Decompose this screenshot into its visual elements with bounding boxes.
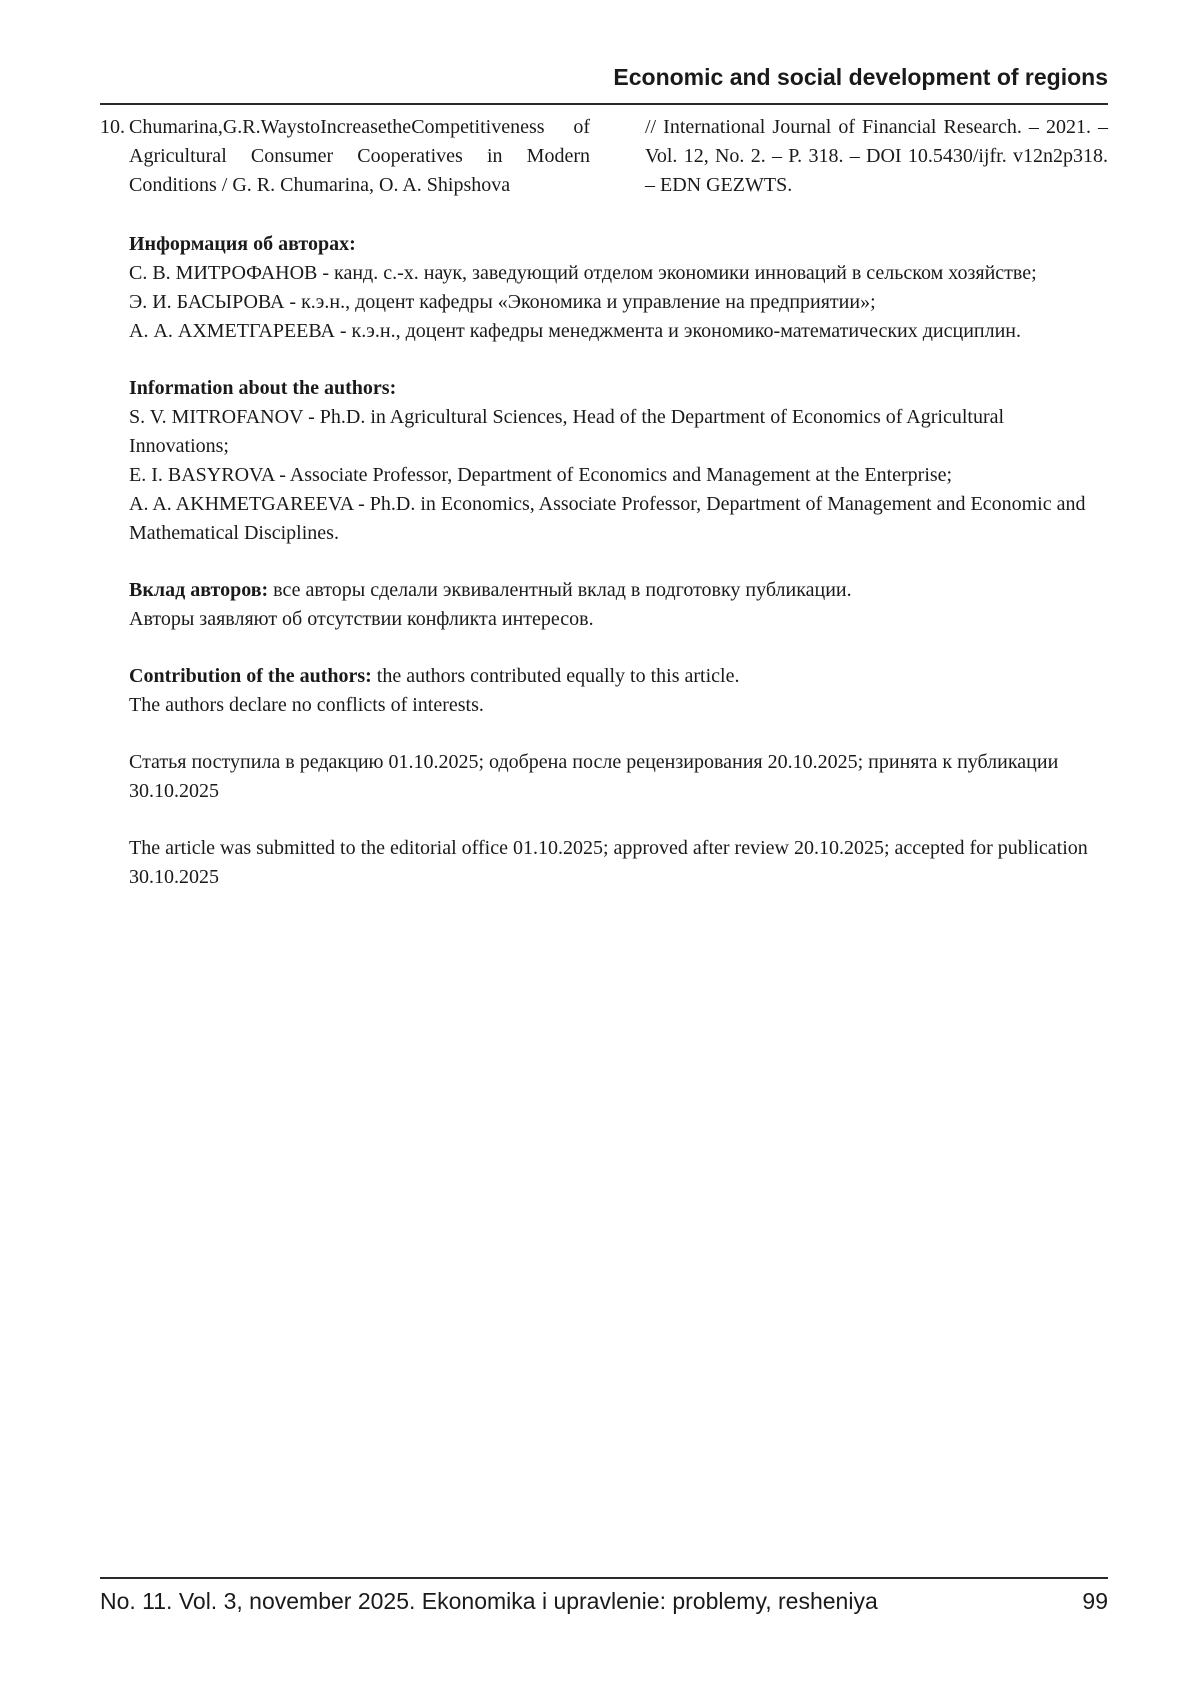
authors-info-ru-heading: Информация об авторах: [129, 233, 356, 255]
author-line: E. I. BASYROVA - Associate Professor, Department of Economics and Management at the Enterprise; [129, 464, 953, 486]
footer-rule [100, 1577, 1108, 1579]
dates-ru-text: Статья поступила в редакцию 01.10.2025; одобрена после рецензирования 20.10.2025; принята к публикации 30.10.2025 [129, 751, 1059, 802]
reference-text-left: Chumarina,G.R.WaystoIncreasetheCompetitiveness of Agricultural Consumer Cooperatives in Modern Conditions / G. R. Chumarina, O. A. Shipshova [129, 116, 590, 196]
dates-en-text: The article was submitted to the editorial office 01.10.2025; approved after review 20.10.2025; accepted for publication 30.10.2025 [129, 837, 1088, 888]
author-line: S. V. MITROFANOV - Ph.D. in Agricultural Sciences, Head of the Department of Economics of Agricultural Innovations; [129, 406, 1005, 457]
reference-number: 10. [100, 116, 125, 138]
contribution-en-line [129, 662, 1104, 691]
authors-info-ru [129, 230, 1104, 346]
dates-en [129, 834, 1104, 892]
author-line: С. В. МИТРОФАНОВ - канд. с.-х. наук, заведующий отделом экономики инноваций в сельском хозяйстве; [129, 262, 1037, 284]
contribution-ru [129, 576, 1104, 634]
conflict-en: The authors declare no conflicts of interests. [129, 694, 484, 716]
reference-right-column [645, 113, 1108, 200]
author-line: А. А. АХМЕТГАРЕЕВА - к.э.н., доцент кафедры менеджмента и экономико-математических дисциплин. [129, 320, 1022, 342]
contribution-en-text: the authors contributed equally to this article. [371, 665, 740, 687]
contribution-en-label: Contribution of the authors: [129, 665, 372, 687]
reference-left-column [100, 113, 590, 200]
contribution-ru-label: Вклад авторов: [129, 579, 269, 601]
footer-citation: No. 11. Vol. 3, november 2025. Ekonomika i upravlenie: problemy, resheniya [100, 1588, 878, 1614]
article-back-matter [129, 230, 1104, 920]
contribution-ru-text: все авторы сделали эквивалентный вклад в подготовку публикации. [268, 579, 852, 601]
conflict-ru: Авторы заявляют об отсутствии конфликта интересов. [129, 608, 594, 630]
authors-info-en-heading: Information about the authors: [129, 377, 397, 399]
running-header: Economic and social development of regions [613, 64, 1108, 90]
contribution-en [129, 662, 1104, 720]
contribution-ru-line [129, 576, 1104, 605]
authors-info-en [129, 374, 1104, 548]
author-line: A. A. AKHMETGAREEVA - Ph.D. in Economics, Associate Professor, Department of Management and Economic and Mathematical Disciplines. [129, 493, 1086, 544]
header-rule [100, 103, 1108, 105]
dates-ru [129, 748, 1104, 806]
author-line: Э. И. БАСЫРОВА - к.э.н., доцент кафедры «Экономика и управление на предприятии»; [129, 291, 876, 313]
reference-text-right: // International Journal of Financial Research. – 2021. – Vol. 12, No. 2. – P. 318. – DOI 10.5430/ijfr. v12n2p318. – EDN GEZWTS. [645, 116, 1108, 196]
page-number: 99 [1082, 1588, 1108, 1614]
page-footer [100, 1588, 1108, 1615]
